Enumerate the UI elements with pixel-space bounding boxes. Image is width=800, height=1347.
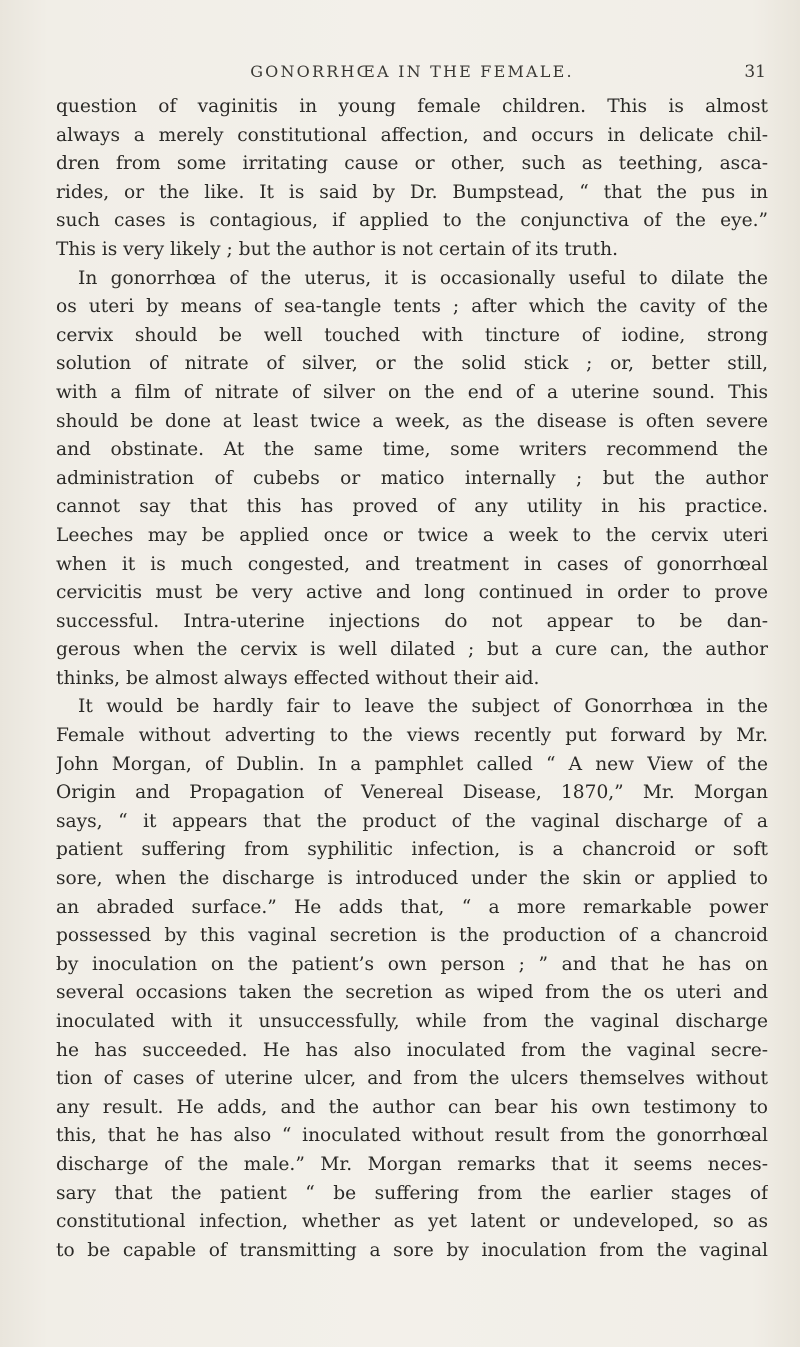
text-line: This is very likely ; but the author is not certain of its truth.: [56, 238, 619, 260]
text-line: Origin and Propagation of Venereal Disease, 1870,” Mr. Morgan: [56, 782, 768, 804]
text-line: tion of cases of uterine ulcer, and from the ulcers themselves without: [56, 1068, 768, 1090]
text-line: any result. He adds, and the author can bear his own testimony to: [56, 1096, 768, 1118]
text-line: cannot say that this has proved of any utility in his practice.: [56, 496, 768, 518]
body-text: [56, 93, 768, 1265]
text-line: question of vaginitis in young female children. This is almost: [56, 96, 768, 117]
text-line: solution of nitrate of silver, or the solid stick ; or, better still,: [56, 353, 768, 375]
text-line: patient suffering from syphilitic infection, is a chancroid or soft: [56, 839, 768, 861]
text-line: cervicitis must be very active and long continued in order to prove: [56, 582, 768, 604]
text-line: John Morgan, of Dublin. In a pamphlet called “ A new View of the: [56, 753, 768, 775]
text-line: inoculated with it unsuccessfully, while from the vaginal discharge: [56, 1011, 768, 1032]
text-line: and obstinate. At the same time, some writers recommend the: [56, 439, 768, 461]
text-line: administration of cubebs or matico internally ; but the author: [56, 467, 768, 489]
text-line: In gonorrhœa of the uterus, it is occasionally useful to dilate the: [78, 267, 768, 289]
text-line: constitutional infection, whether as yet latent or undeveloped, so as: [56, 1211, 768, 1233]
text-line: says, “ it appears that the product of the vaginal discharge of a: [56, 810, 768, 832]
page-number: 31: [744, 62, 766, 82]
text-line: this, that he has also “ inoculated without result from the gonorrhœal: [56, 1125, 768, 1147]
text-line: Leeches may be applied once or twice a week to the cervix uteri: [56, 524, 768, 546]
text-line: sary that the patient “ be suffering from the earlier stages of: [56, 1182, 768, 1204]
running-head: [56, 60, 768, 84]
text-line: an abraded surface.” He adds that, “ a more remarkable power: [56, 896, 768, 918]
text-line: with a film of nitrate of silver on the end of a uterine sound. This: [56, 381, 768, 403]
text-line: by inoculation on the patient’s own person ; ” and that he has on: [56, 953, 768, 975]
text-line: several occasions taken the secretion as wiped from the os uteri and: [56, 982, 768, 1004]
running-title: GONORRHŒA IN THE FEMALE.: [250, 62, 574, 81]
text-line: should be done at least twice a week, as the disease is often severe: [56, 410, 768, 432]
text-line: cervix should be well touched with tincture of iodine, strong: [56, 324, 768, 346]
text-line: he has succeeded. He has also inoculated from the vaginal secre-: [56, 1039, 768, 1061]
text-line: gerous when the cervix is well dilated ; but a cure can, the author: [56, 639, 768, 661]
text-line: os uteri by means of sea-tangle tents ; after which the cavity of the: [56, 296, 768, 318]
text-line: It would be hardly fair to leave the subject of Gonorrhœa in the: [78, 696, 768, 718]
text-line: discharge of the male.” Mr. Morgan remarks that it seems neces-: [56, 1153, 768, 1175]
text-line: dren from some irritating cause or other, such as teething, asca-: [56, 153, 768, 175]
text-line: thinks, be almost always effected without their aid.: [56, 667, 540, 689]
text-line: to be capable of transmitting a sore by inoculation from the vaginal: [56, 1239, 768, 1261]
text-line: possessed by this vaginal secretion is the production of a chancroid: [56, 925, 768, 947]
text-line: rides, or the like. It is said by Dr. Bumpstead, “ that the pus in: [56, 181, 768, 203]
text-line: always a merely constitutional affection, and occurs in delicate chil-: [56, 124, 768, 146]
text-line: such cases is contagious, if applied to the conjunctiva of the eye.”: [56, 210, 768, 232]
text-line: Female without adverting to the views recently put forward by Mr.: [56, 725, 768, 747]
text-line: when it is much congested, and treatment in cases of gonorrhœal: [56, 553, 768, 575]
text-line: successful. Intra-uterine injections do not appear to be dan-: [56, 610, 768, 632]
text-line: sore, when the discharge is introduced under the skin or applied to: [56, 868, 768, 890]
